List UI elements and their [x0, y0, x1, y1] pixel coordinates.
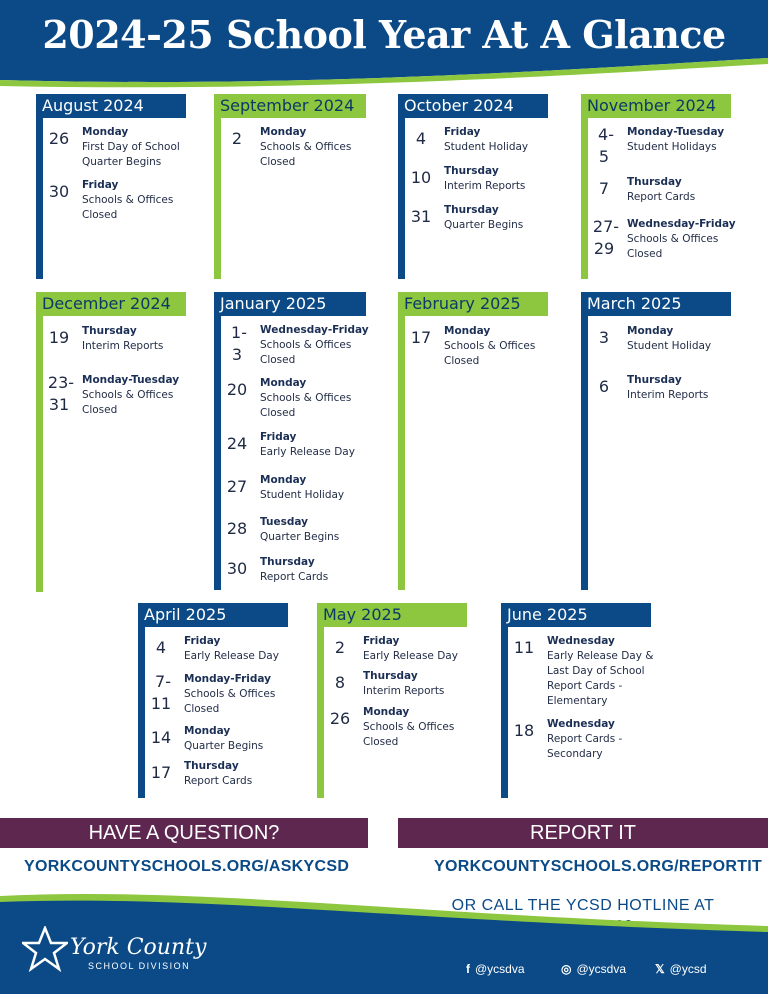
event-date: 11 [513, 638, 535, 657]
event-description: Schools & Offices [260, 392, 352, 404]
month-header: November 2024 [581, 94, 731, 118]
month-sep [214, 94, 366, 279]
event-day: Thursday [82, 325, 137, 337]
event-date: 2 [334, 638, 346, 657]
event-date-end: 5 [598, 147, 610, 166]
event-description: Student Holiday [444, 141, 529, 153]
event-day: Wednesday [547, 718, 615, 730]
event-description: Closed [260, 354, 296, 366]
event-day: Thursday [363, 670, 418, 682]
event-date: 6 [598, 377, 610, 396]
event-day: Wednesday [547, 635, 615, 647]
event-description: Report Cards [260, 571, 329, 583]
event-text [260, 473, 344, 503]
event-day: Monday [260, 377, 307, 389]
event-text [260, 515, 339, 545]
event-description: Quarter Begins [260, 531, 340, 543]
event-date: 30 [48, 182, 70, 201]
event-day: Friday [260, 431, 297, 443]
event-date-start: 27- [592, 217, 620, 236]
event-date-start: 7- [155, 672, 171, 691]
event-text [363, 669, 444, 699]
event-date-start: 1- [231, 323, 247, 342]
month-header: May 2025 [317, 603, 467, 627]
ask-ycsd-link[interactable]: YORKCOUNTYSCHOOLS.ORG/ASKYCSD [24, 858, 350, 875]
event-text [627, 373, 708, 403]
event-description: Early Release Day [363, 650, 458, 662]
event-day: Monday [260, 126, 307, 138]
event-day: Thursday [444, 165, 499, 177]
hotline-text: OR CALL THE YCSD HOTLINE AT [451, 897, 715, 914]
event-text [82, 373, 179, 418]
event-date: 28 [226, 519, 248, 538]
event-text [184, 724, 263, 754]
event-description: Schools & Offices [444, 340, 536, 352]
month-header: October 2024 [398, 94, 548, 118]
event-description: Student Holiday [627, 340, 712, 352]
event-day: Monday [444, 325, 491, 337]
event-date: 30 [226, 559, 248, 578]
month-accent-bar [36, 292, 43, 592]
event-date: 4 [155, 638, 167, 657]
star-logo-icon [22, 926, 68, 972]
event-day: Thursday [444, 204, 499, 216]
event-date-end: 29 [593, 239, 615, 258]
event-day: Monday [363, 706, 410, 718]
event-text [260, 125, 351, 170]
event-day: Wednesday-Friday [627, 218, 736, 230]
event-date: 7 [598, 179, 610, 198]
event-text [260, 323, 369, 368]
event-day: Monday [260, 474, 307, 486]
event-text [82, 178, 173, 223]
event-date: 24 [226, 434, 248, 453]
event-date-start: 23- [47, 373, 75, 392]
event-description: Closed [444, 355, 480, 367]
event-text [363, 634, 458, 664]
month-accent-bar [581, 94, 588, 279]
month-feb [398, 292, 548, 590]
event-text [444, 203, 523, 233]
event-day: Tuesday [260, 516, 308, 528]
header-banner [0, 0, 768, 92]
event-day: Monday [627, 325, 674, 337]
event-description: Interim Reports [82, 340, 164, 352]
event-day: Thursday [627, 374, 682, 386]
x-icon: 𝕏 [655, 962, 665, 976]
month-accent-bar [138, 603, 145, 798]
event-day: Friday [82, 179, 119, 191]
event-date-end: 3 [231, 345, 243, 364]
month-header: August 2024 [36, 94, 186, 118]
event-date: 27 [226, 477, 248, 496]
month-apr [138, 603, 288, 798]
event-description: Schools & Offices [627, 233, 719, 245]
month-accent-bar [501, 603, 508, 798]
event-day: Monday [184, 725, 231, 737]
event-description: Schools & Offices [260, 141, 352, 153]
instagram-handle[interactable]: ◎ @ycsdva [561, 962, 627, 976]
event-description: Schools & Offices [260, 339, 352, 351]
event-date: 8 [334, 673, 346, 692]
event-description: Interim Reports [627, 389, 709, 401]
event-description: Schools & Offices [82, 389, 174, 401]
event-text [82, 324, 163, 354]
event-date: 14 [150, 728, 172, 747]
event-date: 2 [231, 129, 243, 148]
event-description: Schools & Offices [82, 194, 174, 206]
event-description: Closed [627, 248, 663, 260]
event-date: 4 [415, 129, 427, 148]
report-it-banner: REPORT IT [398, 818, 768, 848]
event-description: Report Cards [627, 191, 696, 203]
event-description: Interim Reports [444, 180, 526, 192]
month-header: January 2025 [214, 292, 366, 316]
instagram-icon: ◎ [561, 962, 572, 976]
event-description: Last Day of School [547, 665, 645, 677]
month-header: April 2025 [138, 603, 288, 627]
event-description: Schools & Offices [363, 721, 455, 733]
month-accent-bar [36, 94, 43, 279]
month-jun [501, 603, 654, 798]
event-date: 26 [48, 129, 70, 148]
event-day: Monday [82, 126, 129, 138]
event-day: Thursday [627, 176, 682, 188]
event-description: Closed [184, 703, 220, 715]
month-nov [581, 94, 736, 279]
x-handle[interactable]: 𝕏 @ycsd [655, 962, 707, 976]
event-text [184, 759, 252, 789]
event-description: Quarter Begins [184, 740, 264, 752]
event-date-end: 31 [48, 395, 70, 414]
event-description: Closed [363, 736, 399, 748]
event-day: Friday [363, 635, 400, 647]
event-date: 31 [410, 207, 432, 226]
event-date: 19 [48, 328, 70, 347]
event-description: Report Cards - [547, 680, 623, 692]
event-text [260, 430, 355, 460]
month-jan [214, 292, 369, 590]
event-text [260, 555, 328, 585]
event-date: 17 [150, 763, 172, 782]
month-header: March 2025 [581, 292, 731, 316]
event-description: Report Cards - [547, 733, 623, 745]
month-oct [398, 94, 548, 279]
event-day: Monday-Tuesday [82, 374, 180, 386]
month-accent-bar [398, 292, 405, 590]
event-text [444, 125, 528, 155]
facebook-icon: f [466, 962, 470, 976]
event-text [184, 672, 275, 717]
event-date: 26 [329, 709, 351, 728]
month-header: February 2025 [398, 292, 548, 316]
month-accent-bar [581, 292, 588, 590]
event-description: First Day of School [82, 141, 180, 153]
event-description: Quarter Begins [444, 219, 524, 231]
event-description: Student Holiday [260, 489, 345, 501]
event-description: Closed [82, 209, 118, 221]
month-accent-bar [398, 94, 405, 279]
report-it-link[interactable]: YORKCOUNTYSCHOOLS.ORG/REPORTIT [434, 858, 763, 875]
event-day: Thursday [184, 760, 239, 772]
event-description: Early Release Day [260, 446, 355, 458]
month-accent-bar [214, 292, 221, 590]
month-accent-bar [317, 603, 324, 798]
event-day: Friday [184, 635, 221, 647]
event-day: Wednesday-Friday [260, 324, 369, 336]
event-text [444, 164, 525, 194]
event-date-start: 4- [598, 125, 614, 144]
event-text [363, 705, 454, 750]
event-date: 18 [513, 721, 535, 740]
event-day: Thursday [260, 556, 315, 568]
event-day: Friday [444, 126, 481, 138]
event-text [627, 125, 724, 155]
event-description: Early Release Day [184, 650, 279, 662]
event-description: Student Holidays [627, 141, 717, 153]
event-description: Quarter Begins [82, 156, 162, 168]
event-description: Closed [260, 407, 296, 419]
month-mar [581, 292, 731, 590]
event-date: 10 [410, 168, 432, 187]
have-a-question-banner: HAVE A QUESTION? [0, 818, 368, 848]
event-text [627, 175, 695, 205]
month-header: December 2024 [36, 292, 186, 316]
event-description: Closed [82, 404, 118, 416]
event-day: Monday-Tuesday [627, 126, 725, 138]
event-description: Schools & Offices [184, 688, 276, 700]
event-text [260, 376, 351, 421]
event-description: Interim Reports [363, 685, 445, 697]
logo-subtitle: SCHOOL DIVISION [88, 961, 191, 971]
event-date-end: 11 [150, 694, 172, 713]
event-description: Early Release Day & [547, 650, 654, 662]
event-day: Monday-Friday [184, 673, 272, 685]
month-may [317, 603, 467, 798]
event-text [444, 324, 535, 369]
event-text [184, 634, 279, 664]
month-header: June 2025 [501, 603, 651, 627]
event-description: Report Cards [184, 775, 253, 787]
month-accent-bar [214, 94, 221, 279]
event-text [547, 634, 653, 709]
event-text [627, 217, 736, 262]
event-date: 17 [410, 328, 432, 347]
logo-name: York County [70, 935, 207, 960]
month-dec [36, 292, 186, 592]
event-text [627, 324, 711, 354]
event-description: Elementary [547, 695, 608, 707]
page-title: 2024-25 School Year At A Glance [42, 12, 726, 57]
event-text [82, 125, 180, 170]
event-text [547, 717, 622, 762]
event-date: 20 [226, 380, 248, 399]
facebook-handle[interactable]: f @ycsdva [466, 962, 525, 976]
month-aug [36, 94, 186, 279]
event-date: 3 [598, 328, 610, 347]
event-description: Secondary [547, 748, 603, 760]
month-header: September 2024 [214, 94, 366, 118]
event-description: Closed [260, 156, 296, 168]
